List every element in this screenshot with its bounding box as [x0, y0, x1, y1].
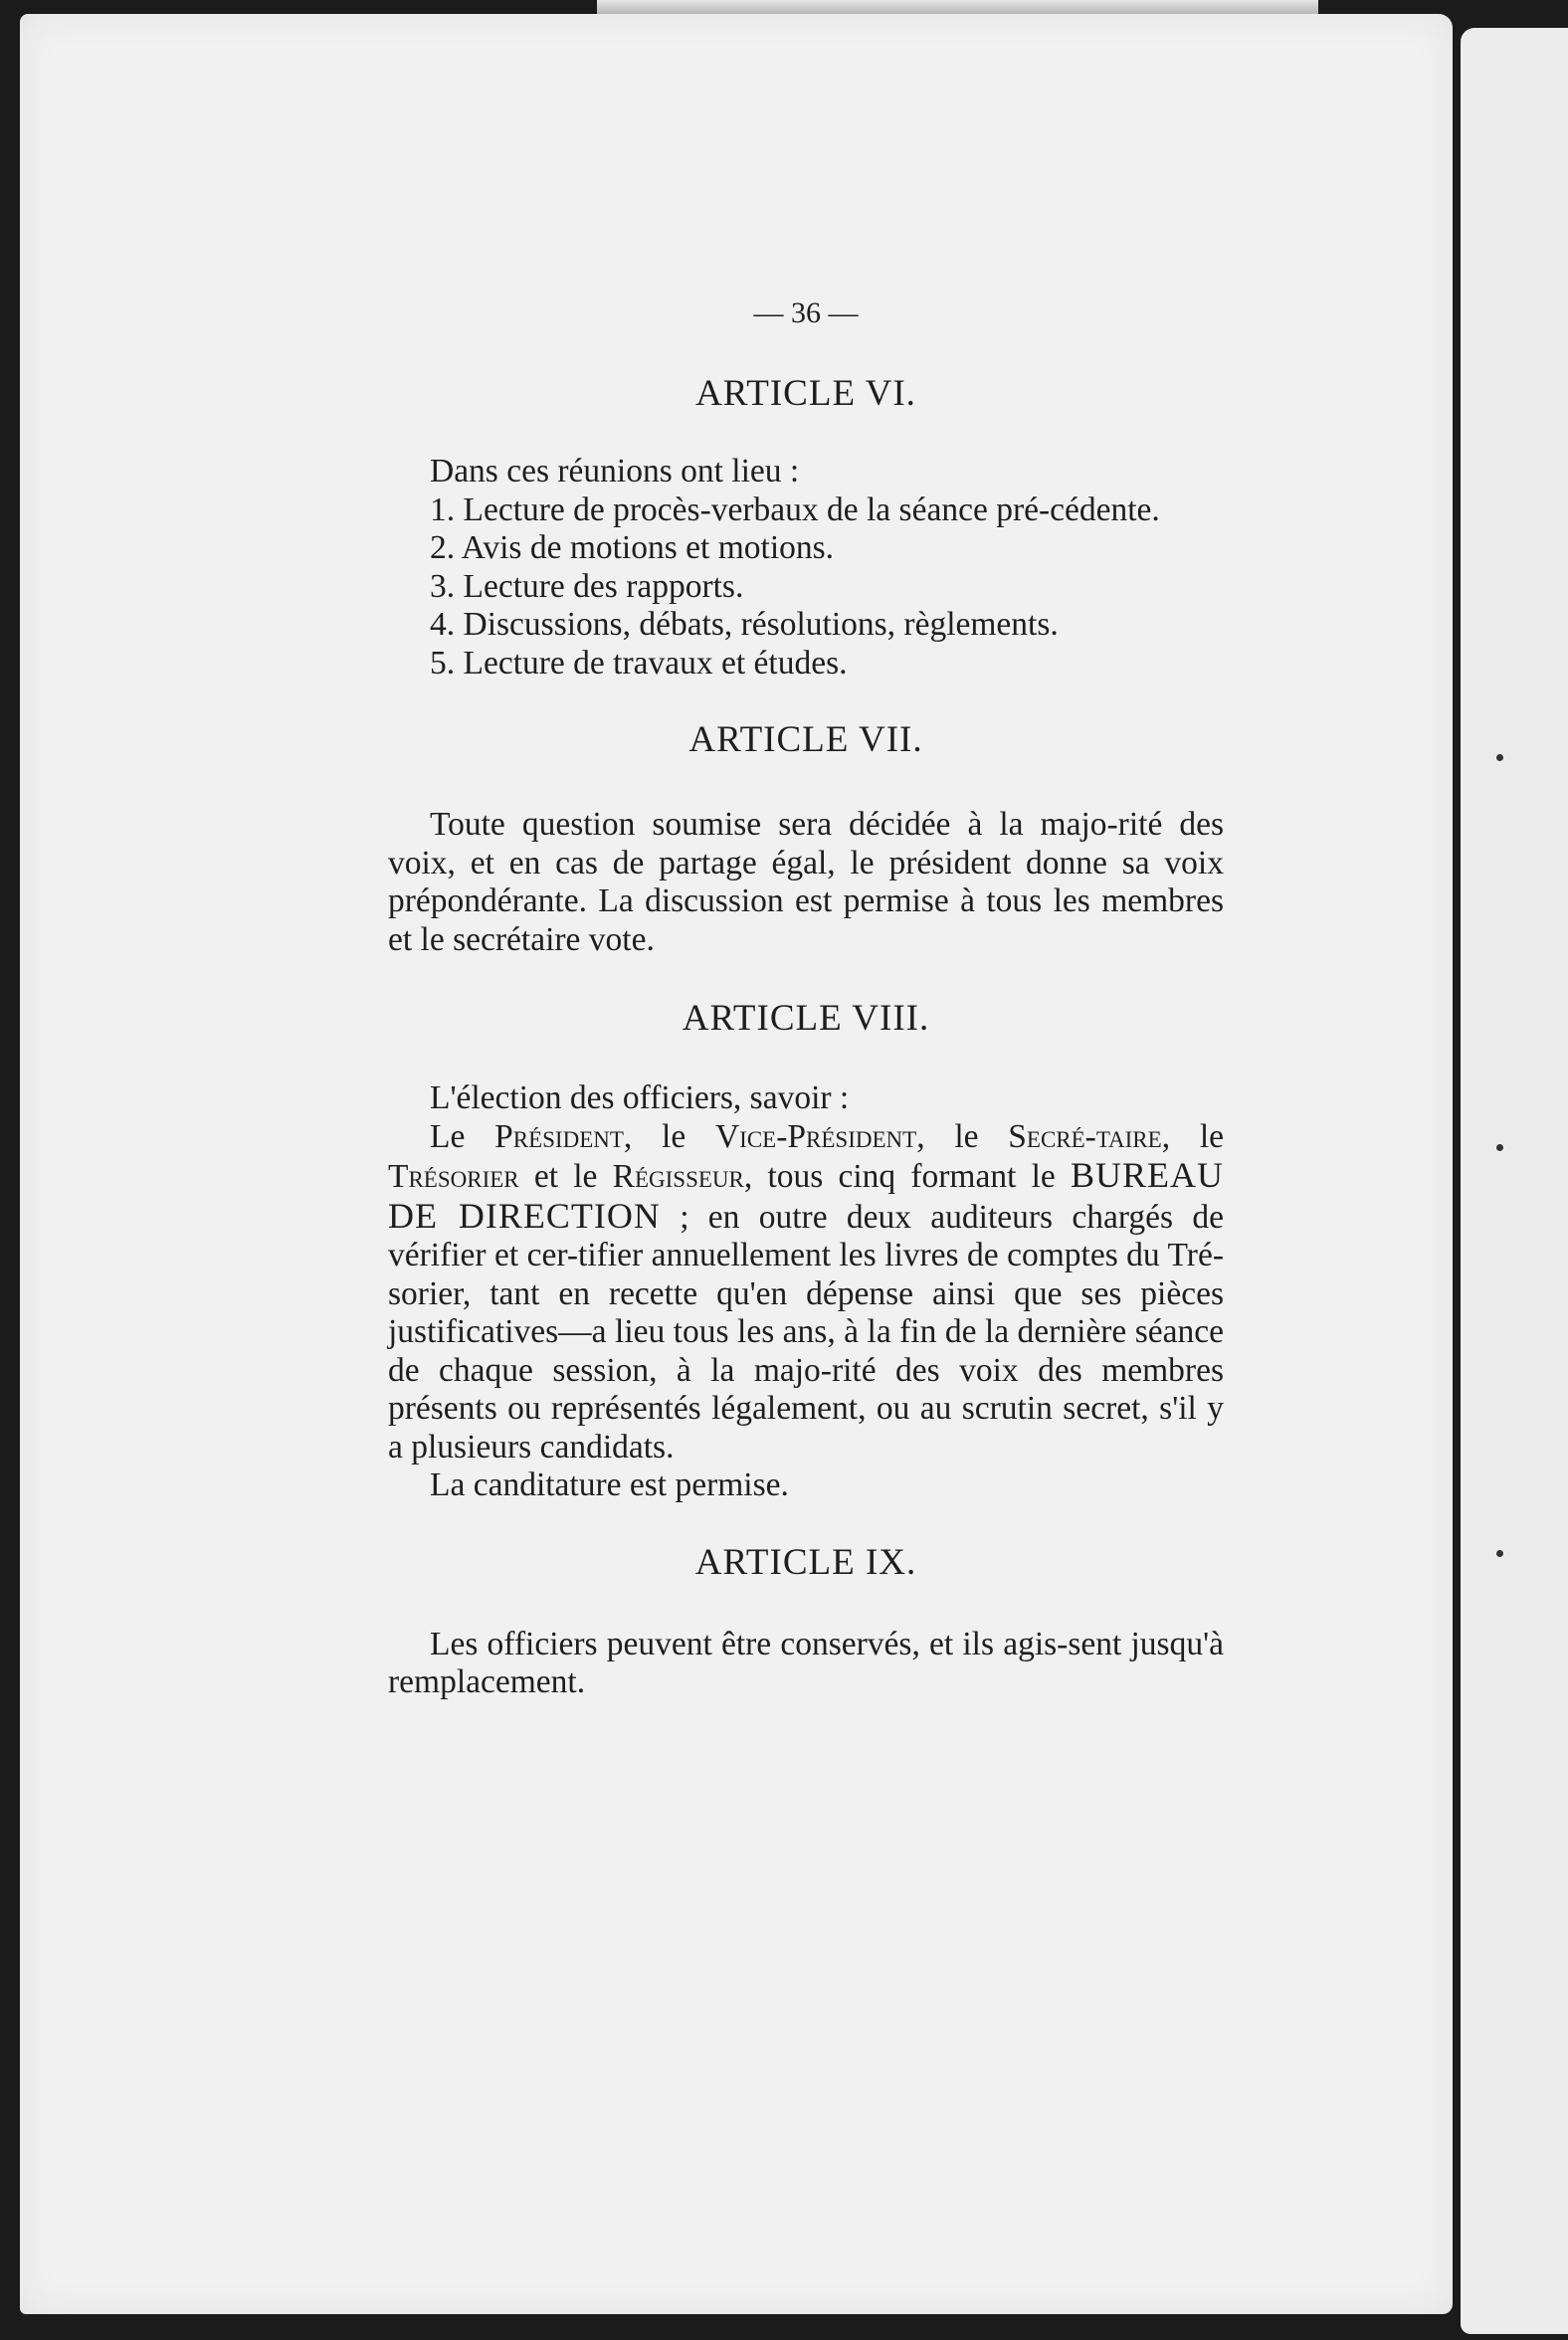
body-text: , tous cinq formant le [743, 1158, 1056, 1195]
article-vi-heading: ARTICLE VI. [695, 373, 916, 414]
binding-mark [1496, 1144, 1503, 1151]
body-text: , le [623, 1117, 686, 1155]
article-ix-body: Les officiers peuvent être conservés, et ils agis-sent jusqu'à remplacement. [388, 1625, 1224, 1700]
list-item: 1. Lecture de procès-verbaux de la séance pré-cédente. [430, 490, 1160, 528]
body-text: , le [916, 1117, 979, 1155]
office-regisseur: Régisseur [612, 1158, 744, 1195]
article-vi [388, 372, 1224, 682]
list-item: 5. Lecture de travaux et études. [430, 644, 848, 682]
body-text: Le [430, 1117, 466, 1155]
office-tresorier: Trésorier [388, 1158, 519, 1195]
article-ix [388, 1541, 1224, 1702]
binding-mark [1496, 1550, 1503, 1557]
article-vii [388, 718, 1224, 959]
article-vii-body: Toute question soumise sera décidée à la majo-rité des voix, et en cas de partage égal, le président donne sa voix prépondérante. La discussion est permise à tous les membres et le secrétaire vote. [388, 806, 1224, 958]
binding-mark [1496, 754, 1503, 761]
office-president: Président [494, 1117, 624, 1155]
office-secretaire: Secré-taire [1008, 1117, 1162, 1155]
article-ix-heading: ARTICLE IX. [694, 1541, 917, 1583]
adjacent-page-edge [1461, 28, 1568, 2334]
body-text: , le [1161, 1117, 1225, 1155]
bureau-de-direction: BUREAU DE DIRECTION [388, 1155, 1225, 1236]
body-text: ; en outre deux auditeurs chargés de vérifier et cer-tifier annuellement les livres de comptes du Tré-sorier, tant en recette qu'en dépense ainsi que ses pièces justificatives—a lieu tous les ans, à la fin de la dernière séance de chaque session, à la majo-rité des voix des membres présents ou représentés légalement, ou au scrutin secret, s'il y a plusieurs candidats. [388, 1198, 1224, 1465]
list-item: 4. Discussions, débats, résolutions, règlements. [430, 606, 1059, 643]
article-viii-intro: L'élection des officiers, savoir : [430, 1079, 850, 1116]
list-item: 2. Avis de motions et motions. [430, 529, 835, 566]
article-vi-intro: Dans ces réunions ont lieu : [430, 453, 800, 489]
article-viii-closing: La canditature est permise. [430, 1466, 789, 1503]
article-viii [388, 997, 1224, 1505]
office-vice-president: Vice-Président [714, 1117, 917, 1155]
article-vii-heading: ARTICLE VII. [688, 719, 923, 760]
article-viii-heading: ARTICLE VIII. [682, 998, 930, 1039]
page-text [388, 296, 1224, 1702]
page-number: — 36 — [753, 296, 859, 329]
list-item: 3. Lecture des rapports. [430, 567, 744, 605]
body-text: et le [533, 1158, 598, 1195]
article-viii-body [388, 1118, 1224, 1467]
